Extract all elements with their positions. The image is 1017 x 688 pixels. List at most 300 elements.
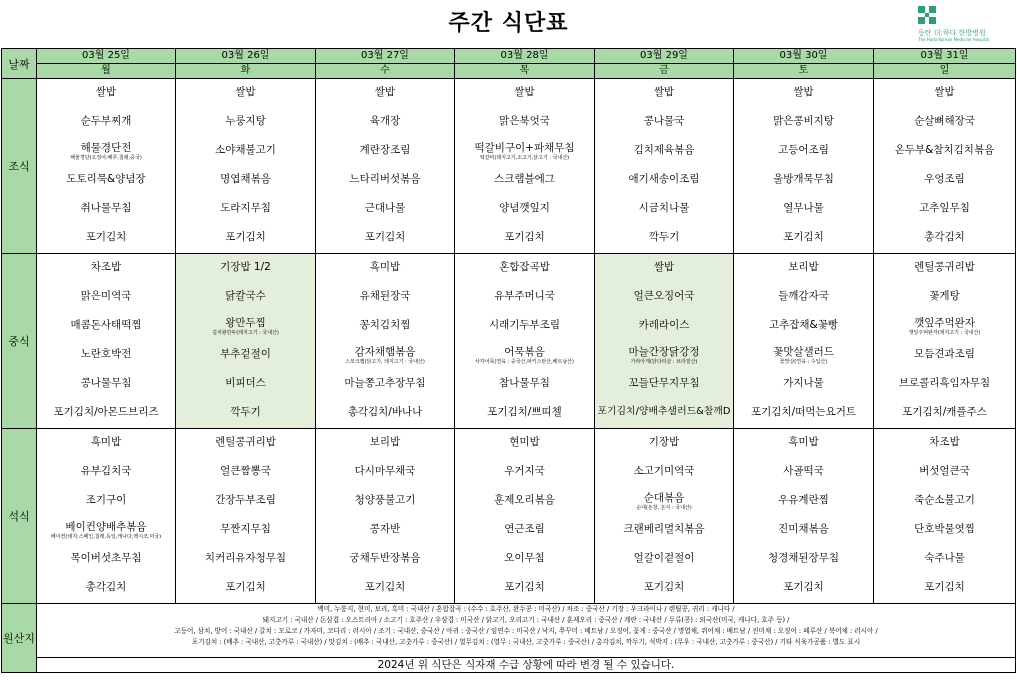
menu-item-name: 훈제오리볶음 (494, 494, 555, 506)
menu-item-name: 얼큰짬뽕국 (220, 465, 271, 477)
menu-item-name: 참나물무침 (499, 377, 550, 389)
date-row (2, 49, 1016, 64)
menu-item-name: 유부김치국 (80, 465, 132, 477)
menu-item-origin-note: 해물경단(오징어:페루,칠레,중국) (70, 155, 142, 161)
menu-item-name: 흑미밥 (90, 436, 122, 448)
menu-item-name: 시금치나물 (638, 202, 690, 214)
menu-item-name: 순두부찌개 (80, 115, 132, 127)
menu-item-name: 포기김치 (643, 581, 685, 593)
menu-item-name: 총각김치 (85, 581, 127, 593)
menu-cell (874, 254, 1016, 429)
date-header-label: 날짜 (2, 49, 37, 79)
menu-item-name: 쌀밥 (374, 86, 396, 98)
menu-item-name: 순대볶음 (643, 492, 685, 504)
meal-label: 조식 (2, 79, 37, 254)
menu-item (455, 108, 594, 137)
menu-item-name: 치커리유자청무침 (204, 552, 287, 564)
menu-item-name: 포기김치 (783, 231, 824, 243)
menu-item (874, 574, 1015, 603)
menu-item-name: 소야채불고기 (215, 144, 276, 156)
menu-item (176, 458, 315, 487)
menu-item-name: 마늘쫑고추장무침 (344, 377, 426, 389)
menu-item (595, 137, 733, 166)
menu-item-name: 김치제육볶음 (633, 144, 695, 156)
menu-item (595, 254, 733, 283)
menu-item (37, 487, 175, 516)
menu-item-name: 시래기두부조림 (488, 319, 560, 331)
menu-item (595, 399, 733, 428)
menu-item-origin-note: 떡갈비(돼지고기,소고기,닭고기 : 국내산) (479, 155, 570, 161)
menu-item (595, 79, 733, 108)
menu-item-name: 포기김치/캐플주스 (902, 406, 987, 418)
menu-item-name: 연근조림 (504, 523, 545, 535)
menu-item (734, 574, 873, 603)
menu-item-origin-note: 사각어묵(연육 : 중국산,파키스탄산,베트남산) (475, 359, 574, 365)
menu-cell (734, 429, 874, 604)
menu-item-name: 유부주머니국 (494, 290, 555, 302)
menu-item (595, 429, 733, 458)
menu-item (316, 137, 454, 166)
menu-item (874, 254, 1015, 283)
menu-item (734, 312, 873, 341)
menu-cell (455, 254, 595, 429)
meal-row (2, 254, 1016, 429)
menu-item-name: 흑미밥 (369, 261, 401, 273)
menu-item (37, 399, 175, 428)
page-title: 주간 식단표 (448, 11, 569, 36)
menu-item (455, 545, 594, 574)
menu-item-name: 스크램블에그 (494, 173, 555, 185)
menu-item (595, 166, 733, 195)
menu-cell (734, 254, 874, 429)
menu-cell (316, 79, 455, 254)
menu-item (455, 341, 594, 370)
menu-item (734, 283, 873, 312)
menu-item (176, 399, 315, 428)
menu-item-name: 쌀밥 (934, 86, 955, 98)
menu-item (874, 166, 1015, 195)
menu-item (595, 195, 733, 224)
menu-item-name: 우유계란찜 (778, 494, 829, 506)
menu-item-name: 기장밥 (648, 436, 680, 448)
menu-cell (176, 79, 316, 254)
menu-item-name: 보리밥 (369, 436, 401, 448)
menu-item (37, 341, 175, 370)
menu-item (176, 224, 315, 253)
menu-item (595, 516, 733, 545)
origin-line: 백미, 누룽지, 현미, 보리, 흑미 : 국내산 / 혼합잡곡 : (수수 : 호주산, 완두콩 : 미국산) / 차조 : 중국산 / 기장 : 우크라이나 / 렌틸콩, 귀리 : 캐나다 / (317, 605, 735, 613)
menu-item-name: 포기김치 (225, 581, 266, 593)
menu-item (176, 79, 315, 108)
menu-item-name: 포기김치/쁘띠첼 (487, 406, 562, 418)
menu-item (37, 574, 175, 603)
menu-item (734, 545, 873, 574)
menu-item-name: 누룽지탕 (225, 115, 266, 127)
date-cell: 03월 30일 (734, 49, 874, 64)
menu-item (874, 458, 1015, 487)
menu-item-name: 모듬견과조림 (914, 348, 975, 360)
menu-item (874, 137, 1015, 166)
menu-item (595, 341, 733, 370)
menu-item-name: 노란호박전 (80, 348, 132, 360)
menu-item-name: 단호박물엿찜 (914, 523, 975, 535)
menu-cell (455, 429, 595, 604)
weekday-cell: 목 (455, 64, 595, 79)
menu-item-name: 브로콜리흑임자무침 (898, 377, 991, 389)
menu-item-name: 청양풍불고기 (354, 494, 416, 506)
menu-item-name: 어묵볶음 (504, 346, 545, 358)
origin-line: 포기김치 : (배추 : 국내산, 고춧가루 : 국내산) / 맛김치 : (배추 : 국내산, 고춧가루 : 중국산) / 열무김치 : (열무 : 국내산, 고춧가루 : 중국산) / 총각김치, 깍두기, 석박지 : (무우 : 국내산, 고춧가루 : 중국산) / 기타 식육가공품 : 별도 표시 (191, 638, 861, 646)
menu-item-name: 렌틸콩귀리밥 (215, 436, 276, 448)
menu-item-origin-note: 순대(돈창, 돈지 : 국내산) (636, 505, 692, 511)
menu-item-name: 청경채된장무침 (767, 552, 839, 564)
menu-cell (37, 254, 176, 429)
menu-item (176, 341, 315, 370)
menu-item-name: 해물경단전 (80, 142, 132, 154)
date-cell: 03월 26일 (176, 49, 316, 64)
meal-label: 석식 (2, 429, 37, 604)
menu-item-name: 포기김치 (225, 231, 266, 243)
menu-item-name: 우엉조림 (924, 173, 965, 185)
menu-cell (316, 254, 455, 429)
menu-item (734, 137, 873, 166)
meal-row (2, 79, 1016, 254)
menu-item (874, 545, 1015, 574)
menu-cell (316, 429, 455, 604)
menu-item-name: 포기김치/아몬드브리즈 (53, 406, 159, 418)
menu-item-name: 꼬들단무지무침 (628, 377, 700, 389)
menu-item-name: 쌀밥 (653, 261, 675, 273)
menu-item (316, 516, 454, 545)
menu-item (455, 516, 594, 545)
menu-item-name: 조기구이 (85, 494, 127, 506)
menu-item (455, 574, 594, 603)
menu-item-name: 쌀밥 (95, 86, 117, 98)
menu-item (734, 195, 873, 224)
menu-item (734, 254, 873, 283)
menu-item (37, 283, 175, 312)
menu-item-name: 닭칼국수 (225, 290, 266, 302)
menu-item (874, 370, 1015, 399)
menu-item (734, 516, 873, 545)
menu-item-name: 진미채볶음 (778, 523, 829, 535)
menu-item-name: 차조밥 (929, 436, 960, 448)
menu-item (734, 370, 873, 399)
menu-item-name: 얼큰오징어국 (633, 290, 695, 302)
menu-item-name: 혼합잡곡밥 (499, 261, 550, 273)
menu-item-name: 얼갈이겉절이 (633, 552, 695, 564)
menu-item (874, 516, 1015, 545)
menu-cell (734, 79, 874, 254)
weekday-row (2, 64, 1016, 79)
menu-item (874, 429, 1015, 458)
menu-item (595, 312, 733, 341)
meal-label: 중식 (2, 254, 37, 429)
weekly-menu-table (1, 48, 1016, 673)
date-cell: 03월 29일 (595, 49, 734, 64)
date-cell: 03월 25일 (37, 49, 176, 64)
menu-cell (176, 254, 316, 429)
notice-row (2, 658, 1016, 673)
menu-item-name: 쌀밥 (514, 86, 535, 98)
menu-item-name: 고등어조림 (778, 144, 829, 156)
menu-item (176, 108, 315, 137)
menu-item (37, 312, 175, 341)
menu-item-name: 가지나물 (783, 377, 824, 389)
menu-item-name: 명엽채볶음 (220, 173, 271, 185)
menu-item (455, 195, 594, 224)
menu-item (595, 283, 733, 312)
menu-item-name: 콩자반 (369, 523, 401, 535)
menu-item-name: 육개장 (369, 115, 401, 127)
menu-item-name: 깍두기 (648, 231, 680, 243)
weekday-cell: 일 (874, 64, 1016, 79)
menu-item (734, 341, 873, 370)
date-cell: 03월 28일 (455, 49, 595, 64)
menu-item (176, 254, 315, 283)
menu-item-name: 총각김치 (924, 231, 965, 243)
menu-item (874, 487, 1015, 516)
menu-item-name: 순살뼈해장국 (914, 115, 975, 127)
menu-item (874, 79, 1015, 108)
menu-item (874, 283, 1015, 312)
menu-item-name: 죽순소불고기 (914, 494, 975, 506)
menu-item (455, 254, 594, 283)
hospital-logo (918, 6, 1014, 42)
menu-item (316, 79, 454, 108)
menu-item (595, 574, 733, 603)
menu-item (316, 341, 454, 370)
hospital-logo-mark-icon (918, 6, 936, 24)
menu-item (595, 545, 733, 574)
menu-item (316, 399, 454, 428)
menu-item (455, 487, 594, 516)
menu-item-name: 꽃게탕 (929, 290, 960, 302)
menu-item (734, 166, 873, 195)
menu-item-name: 포기김치 (504, 231, 545, 243)
menu-item-name: 포기김치 (364, 581, 406, 593)
menu-item (316, 312, 454, 341)
menu-item-name: 근대나물 (364, 202, 406, 214)
menu-item-name: 콩나물무침 (80, 377, 132, 389)
menu-item-name: 맑은미역국 (80, 290, 132, 302)
menu-item (734, 79, 873, 108)
menu-item-name: 애기새송이조림 (628, 173, 700, 185)
menu-item (316, 370, 454, 399)
menu-item-name: 매콤돈사태떡찜 (70, 319, 142, 331)
menu-item-name: 쌀밥 (235, 86, 256, 98)
menu-item (37, 137, 175, 166)
menu-item (37, 516, 175, 545)
menu-item-name: 포기김치/양배추샐러드&참깨D (597, 406, 731, 417)
menu-item (316, 254, 454, 283)
menu-item (455, 458, 594, 487)
menu-item-name: 쌀밥 (653, 86, 675, 98)
menu-item-name: 취나물무침 (80, 202, 132, 214)
menu-item-name: 베이컨양배추볶음 (65, 521, 147, 533)
menu-item (37, 458, 175, 487)
menu-item-name: 목이버섯초무침 (70, 552, 142, 564)
menu-item (316, 429, 454, 458)
menu-item-name: 쌀밥 (793, 86, 814, 98)
menu-item-name: 도토리묵&양념장 (66, 173, 146, 185)
menu-item (455, 166, 594, 195)
menu-item-name: 포기김치 (504, 581, 545, 593)
menu-cell (595, 429, 734, 604)
menu-item-name: 포기김치 (364, 231, 406, 243)
menu-item (316, 224, 454, 253)
origin-info (37, 604, 1016, 658)
menu-item (37, 545, 175, 574)
menu-cell (37, 429, 176, 604)
menu-item-name: 왕만두찜 (225, 317, 266, 329)
menu-item (595, 108, 733, 137)
origin-label: 원산지 (2, 604, 37, 673)
menu-item-name: 버섯얼큰국 (919, 465, 970, 477)
menu-item-name: 울방개묵무침 (773, 173, 834, 185)
origin-line: 돼지고기 : 국내산 / 돈삼겹 : 오스트리아 / 소고기 : 호주산 / 우삼겹 : 미국산 / 닭고기, 오리고기 : 국내산 / 훈제오리 : 중국산 / 계란 : 국내산 / 두류(콩) : 외국산(미국, 캐나다, 호주 등) / (262, 616, 790, 624)
menu-item (316, 108, 454, 137)
menu-item (176, 487, 315, 516)
menu-item-name: 깻잎주먹완자 (914, 317, 975, 329)
date-cell: 03월 31일 (874, 49, 1016, 64)
menu-cell (595, 254, 734, 429)
menu-item (176, 574, 315, 603)
menu-item-name: 흑미밥 (788, 436, 819, 448)
menu-item-origin-note: 김치왕만두(돼지고기 : 국내산) (212, 330, 279, 336)
menu-item-name: 사골떡국 (783, 465, 824, 477)
origin-row (2, 604, 1016, 658)
menu-item (874, 195, 1015, 224)
menu-item (734, 429, 873, 458)
menu-cell (874, 429, 1016, 604)
menu-item-name: 깍두기 (230, 406, 261, 418)
menu-item-name: 소고기미역국 (633, 465, 695, 477)
weekday-cell: 월 (37, 64, 176, 79)
menu-item (176, 283, 315, 312)
menu-item-name: 유채된장국 (359, 290, 411, 302)
menu-item-name: 보리밥 (788, 261, 819, 273)
menu-item (176, 370, 315, 399)
menu-item (176, 137, 315, 166)
menu-item (455, 224, 594, 253)
menu-item-name: 기장밥 1/2 (220, 261, 271, 273)
menu-item-name: 양념깻잎지 (499, 202, 550, 214)
menu-item-name: 마늘간장닭강정 (628, 346, 700, 358)
menu-item (37, 195, 175, 224)
menu-item-name: 떡갈비구이+파채무침 (474, 142, 575, 154)
menu-item (37, 254, 175, 283)
menu-item (37, 79, 175, 108)
menu-item (37, 108, 175, 137)
logo-subtitle: The Hada Korean Medicine Hospital (918, 37, 990, 42)
menu-item-name: 고추잎무침 (919, 202, 970, 214)
menu-item (874, 224, 1015, 253)
menu-item-origin-note: 스모크햄(닭고기, 돼지고기 : 국내산) (345, 359, 425, 365)
menu-item (176, 195, 315, 224)
menu-cell (37, 79, 176, 254)
menu-item-name: 궁채두반장볶음 (349, 552, 421, 564)
menu-item (455, 137, 594, 166)
menu-item-origin-note: 꽃맛살(연육 : 수입산) (779, 359, 828, 365)
menu-item (595, 458, 733, 487)
menu-item-name: 느타리버섯볶음 (349, 173, 421, 185)
date-cell: 03월 27일 (316, 49, 455, 64)
menu-item-name: 렌틸콩귀리밥 (914, 261, 975, 273)
menu-item (37, 429, 175, 458)
menu-cell (874, 79, 1016, 254)
menu-item-origin-note: 가라아게(닭다리살 : 브라질산) (630, 359, 698, 365)
menu-item-name: 포기김치 (85, 231, 127, 243)
menu-item-name: 크랜베리멸치볶음 (623, 523, 705, 535)
menu-item (316, 458, 454, 487)
menu-item-name: 무짠지무침 (220, 523, 271, 535)
menu-item-name: 비피더스 (225, 377, 266, 389)
menu-item (37, 166, 175, 195)
menu-cell (595, 79, 734, 254)
menu-item (176, 166, 315, 195)
menu-item (455, 312, 594, 341)
menu-item-name: 포기김치 (783, 581, 824, 593)
menu-item-name: 부추겉절이 (220, 348, 271, 360)
menu-item-name: 포기김치/떠먹는요거트 (751, 406, 856, 418)
menu-item-name: 온두부&참치김치볶음 (894, 144, 995, 156)
menu-item (316, 283, 454, 312)
menu-item-name: 간장두부조림 (215, 494, 276, 506)
menu-item (316, 195, 454, 224)
menu-item (37, 370, 175, 399)
menu-item-name: 맑은북엇국 (499, 115, 550, 127)
menu-item-name: 계란장조림 (359, 144, 411, 156)
menu-item-name: 들깨감자국 (778, 290, 829, 302)
menu-item (734, 399, 873, 428)
menu-item (874, 312, 1015, 341)
menu-item-name: 도라지무침 (220, 202, 271, 214)
menu-item (874, 399, 1015, 428)
menu-item (176, 545, 315, 574)
weekday-cell: 화 (176, 64, 316, 79)
menu-item-name: 숙주나물 (924, 552, 965, 564)
menu-item-name: 차조밥 (90, 261, 122, 273)
menu-item-name: 고추잡채&꽃빵 (768, 319, 839, 331)
origin-line: 고등어, 삼치, 방어 : 국내산 / 갈치 : 모로코 / 가자미, 코다리 : 러시아 / 조기 : 국내산, 중국산 / 아귀 : 중국산 / 임연수 : 미국산 / 낙지, 쭈꾸미 : 베트남 / 오징어, 꽃게 : 중국산 / 명엽채, 쥐어채 : 베트남 / 진미채 : 오징어 : 페루산 / 북어채 : 러시아 / (174, 627, 878, 635)
menu-item-name: 총각김치/바나나 (347, 406, 423, 418)
menu-cell (176, 429, 316, 604)
menu-item-name: 꽁치김치찜 (359, 319, 411, 331)
menu-item-origin-note: 깻잎주먹완자(돼지고기 : 국내산) (908, 330, 981, 336)
menu-item (455, 370, 594, 399)
menu-item (455, 429, 594, 458)
menu-item (37, 224, 175, 253)
menu-item (455, 79, 594, 108)
menu-item-name: 열무나물 (783, 202, 824, 214)
menu-item-name: 콩나물국 (643, 115, 685, 127)
menu-item-name: 감자채햄볶음 (354, 346, 416, 358)
menu-item (595, 370, 733, 399)
menu-item (595, 224, 733, 253)
menu-cell (455, 79, 595, 254)
weekday-cell: 토 (734, 64, 874, 79)
menu-item-name: 우거지국 (504, 465, 545, 477)
meal-row (2, 429, 1016, 604)
menu-item (874, 108, 1015, 137)
menu-item (176, 312, 315, 341)
menu-item-name: 꽃맛살샐러드 (773, 346, 834, 358)
menu-item (455, 283, 594, 312)
menu-item-name: 카레라이스 (638, 319, 690, 331)
menu-item (734, 458, 873, 487)
menu-change-notice: 2024년 위 식단은 식자재 수급 상황에 따라 변경 될 수 있습니다. (37, 658, 1016, 673)
